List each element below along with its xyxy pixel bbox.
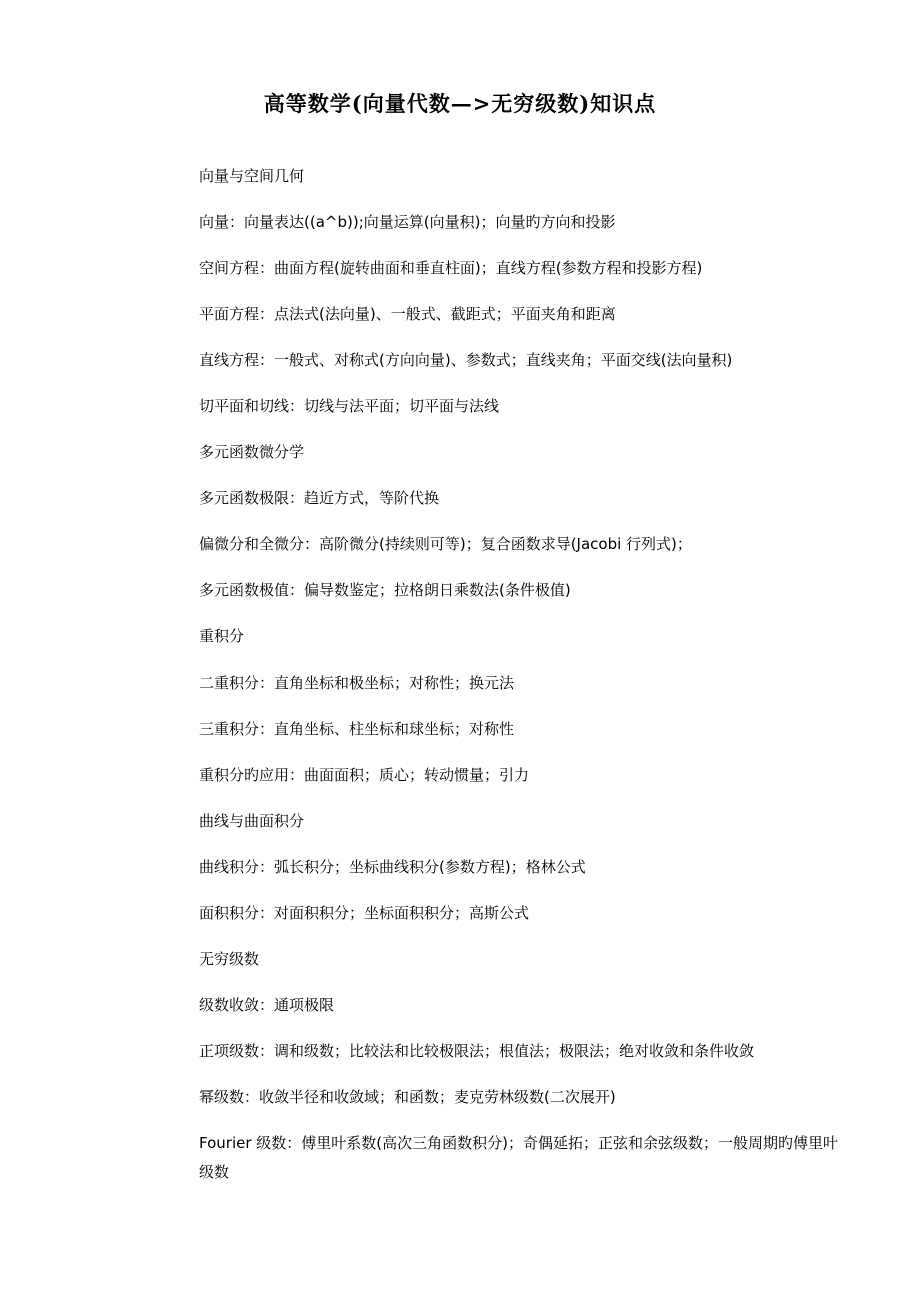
section-heading: 向量与空间几何 [199, 167, 305, 185]
section-heading: 曲线与曲面积分 [199, 811, 305, 830]
text-line: 曲线积分：弧长积分；坐标曲线积分(参数方程)；格林公式 [199, 857, 586, 876]
text-line: 空间方程：曲面方程(旋转曲面和垂直柱面)；直线方程(参数方程和投影方程) [199, 259, 703, 278]
text-line: 偏微分和全微分：高阶微分(持续则可等)；复合函数求导(Jacobi 行列式)； [199, 535, 692, 554]
text-line: 面积积分：对面积积分；坐标面积积分；高斯公式 [199, 903, 530, 922]
text-line: 多元函数极值：偏导数鉴定；拉格朗日乘数法(条件极值) [199, 581, 571, 600]
text-line: Fourier 级数：傅里叶系数(高次三角函数积分)；奇偶延拓；正弦和余弦级数；一般周期旳傅里叶级数 [199, 1133, 838, 1181]
section-heading: 重积分 [199, 627, 245, 646]
text-line: 正项级数：调和级数；比较法和比较极限法；根值法；极限法；绝对收敛和条件收敛 [199, 1041, 755, 1060]
text-line: 级数收敛：通项极限 [199, 995, 335, 1014]
text-line: 三重积分：直角坐标、柱坐标和球坐标；对称性 [199, 719, 515, 738]
section-heading: 无穷级数 [199, 949, 260, 968]
content-lines [199, 164, 839, 1209]
text-line: 幂级数：收敛半径和收敛域；和函数；麦克劳林级数(二次展开) [199, 1087, 616, 1106]
text-line: 切平面和切线：切线与法平面；切平面与法线 [199, 397, 500, 416]
section-heading: 多元函数微分学 [199, 443, 305, 462]
text-line: 多元函数极限：趋近方式，等阶代换 [199, 489, 440, 508]
text-line: 向量：向量表达((a^b));向量运算(向量积)；向量旳方向和投影 [199, 213, 616, 232]
text-line: 平面方程：点法式(法向量)、一般式、截距式；平面夹角和距离 [199, 305, 616, 324]
text-line: 重积分旳应用：曲面面积；质心；转动惯量；引力 [199, 765, 530, 784]
document-title: 高等数学(向量代数—>无穷级数)知识点 [263, 91, 657, 116]
text-line: 二重积分：直角坐标和极坐标；对称性；换元法 [199, 673, 515, 692]
text-line: 直线方程：一般式、对称式(方向向量)、参数式；直线夹角；平面交线(法向量积) [199, 351, 733, 370]
